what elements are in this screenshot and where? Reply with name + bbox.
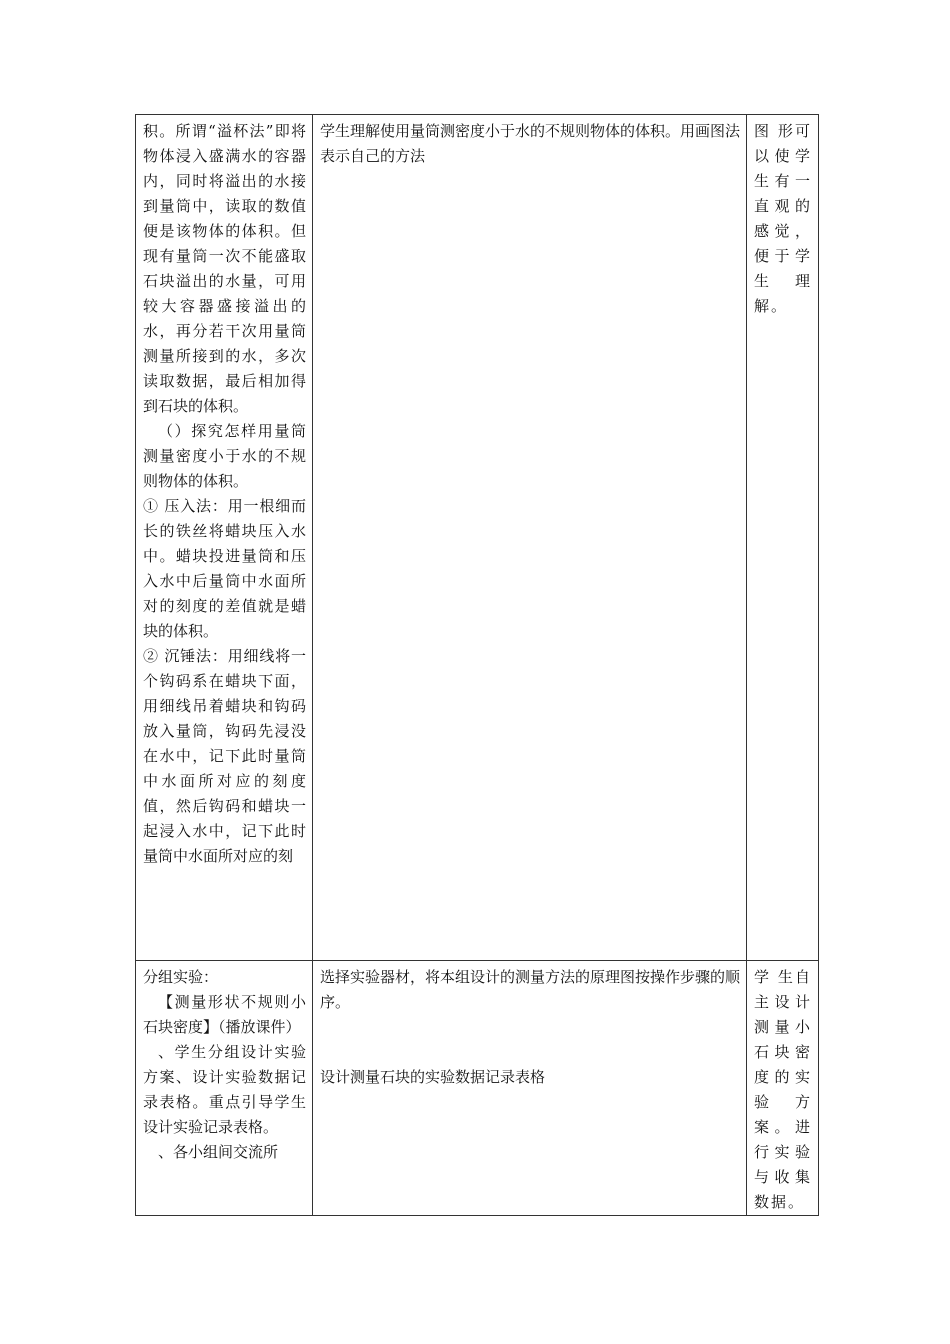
paragraph-overflow-cup: 积。所谓“溢杯法”即将物体浸入盛满水的容器内，同时将溢出的水接到量筒中，读取的数值便是该物体的体积。但现有量筒一次不能盛取石块溢出的水量，可用较大容器盛接溢出的水，再分若干次用量筒测量所接到的水，多次读取数据，最后相加得到石块的体积。 [143, 122, 306, 415]
table-row [136, 115, 819, 961]
teacher-activity-cell [136, 115, 313, 961]
paragraph-design-intent: 学 生自主设计测量小石块密度的实验方案。进行实验与收集数据。 [754, 968, 812, 1211]
teacher-activity-cell [136, 961, 313, 1216]
paragraph-student-understanding: 学生理解使用量筒测密度小于水的不规则物体的体积。用画图法表示自己的方法 [320, 122, 741, 165]
paragraph-design-record-table: 设计测量石块的实验数据记录表格 [320, 1068, 546, 1086]
paragraph-design-intent: 图 形可以使学生有一直观的 感觉，便于学生理解。 [754, 122, 812, 315]
paragraph-design-plan: 、学生分组设计实验方案、设计实验数据记录表格。重点引导学生设计实验记录表格。 [143, 1043, 306, 1136]
lesson-plan-table [135, 114, 819, 1216]
paragraph-press-method: ① 压入法：用一根细而长的铁丝将蜡块压入水中。蜡块投进量筒和压入水中后量筒中水面所对的刻度的差值就是蜡块的体积。 [143, 497, 306, 640]
paragraph-group-experiment: 分组实验： [143, 968, 219, 986]
paragraph-select-equipment: 选择实验器材，将本组设计的测量方法的原理图按操作步骤的顺序。 [320, 968, 741, 1011]
design-intent-cell [747, 961, 819, 1216]
paragraph-explore-low-density: （）探究怎样用量筒测量密度小于水的不规则物体的体积。 [143, 422, 306, 490]
design-intent-cell [747, 115, 819, 961]
student-activity-cell [313, 115, 747, 961]
paragraph-group-exchange: 、各小组间交流所 [158, 1143, 279, 1161]
paragraph-sinker-method: ② 沉锤法：用细线将一个钩码系在蜡块下面，用细线吊着蜡块和钩码放入量筒，钩码先浸没在水中，记下此时量筒中水面所对应的刻度值，然后钩码和蜡块一起浸入水中，记下此时量筒中水面所对应的刻 [143, 647, 306, 865]
student-activity-cell [313, 961, 747, 1216]
paragraph-measure-stone-density: 【测量形状不规则小石块密度】（播放课件） [143, 993, 306, 1036]
table-row [136, 961, 819, 1216]
